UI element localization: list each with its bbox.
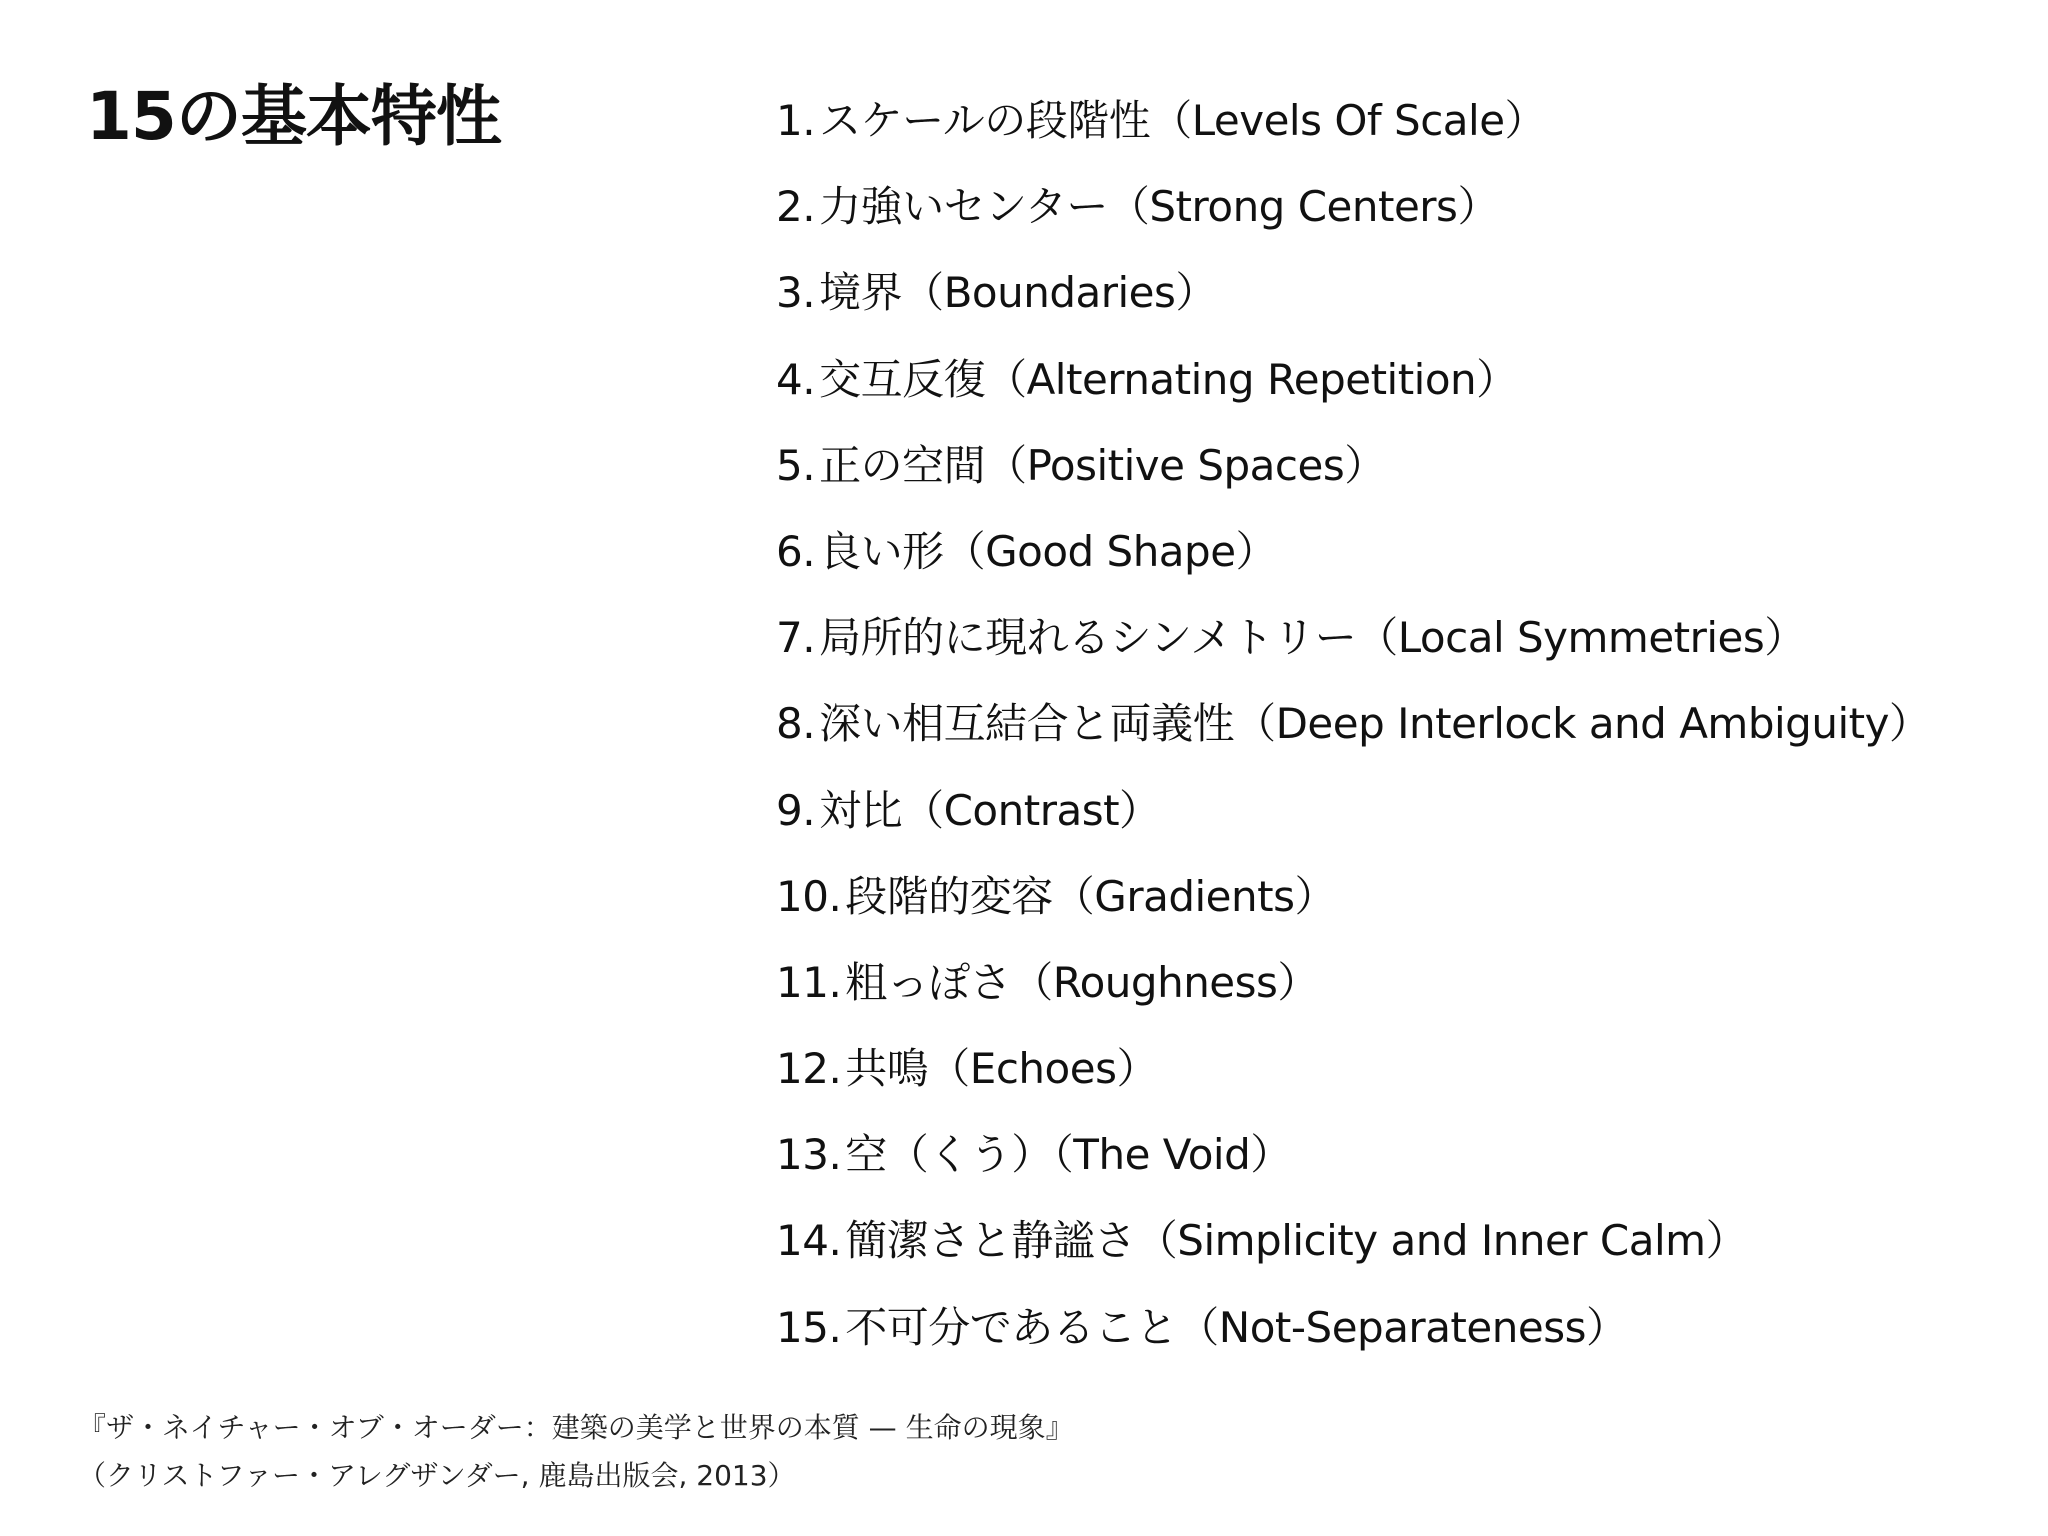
principle-item-9 [776, 768, 1930, 854]
principle-number: 9. [776, 785, 816, 835]
principle-number: 11. [776, 957, 842, 1007]
principle-item-12 [776, 1026, 1930, 1112]
principle-number: 5. [776, 440, 816, 490]
principle-number: 12. [776, 1044, 842, 1094]
principle-text: 簡潔さと静謐さ（Simplicity and Inner Calm） [845, 1216, 1748, 1266]
principle-text: 粗っぽさ（Roughness） [845, 957, 1319, 1007]
principle-item-7 [776, 595, 1930, 681]
principle-text: 交互反復（Alternating Repetition） [819, 354, 1518, 404]
principle-item-10 [776, 854, 1930, 940]
slide-title: 15の基本特性 [86, 78, 501, 155]
principle-text: 正の空間（Positive Spaces） [819, 440, 1386, 490]
principle-number: 10. [776, 871, 842, 921]
principle-text: 共鳴（Echoes） [845, 1044, 1158, 1094]
principle-item-4 [776, 337, 1930, 423]
principle-item-3 [776, 250, 1930, 336]
principle-number: 6. [776, 526, 816, 576]
principle-item-11 [776, 940, 1930, 1026]
principle-number: 2. [776, 182, 816, 232]
principle-item-15 [776, 1285, 1930, 1371]
principle-text: 段階的変容（Gradients） [845, 871, 1336, 921]
principle-number: 3. [776, 268, 816, 318]
principle-item-1 [776, 78, 1930, 164]
principle-text: 対比（Contrast） [819, 785, 1161, 835]
principle-number: 15. [776, 1302, 842, 1352]
citation [78, 1404, 1074, 1500]
citation-author-publisher: （クリストファー・アレグザンダー, 鹿島出版会, 2013） [78, 1459, 796, 1492]
citation-book-title: 『ザ・ネイチャー・オブ・オーダー：建築の美学と世界の本質 — 生命の現象』 [78, 1411, 1074, 1444]
principle-text: 深い相互結合と両義性（Deep Interlock and Ambiguity） [819, 699, 1931, 749]
principle-number: 14. [776, 1216, 842, 1266]
principle-item-8 [776, 681, 1930, 767]
principle-number: 8. [776, 699, 816, 749]
principle-text: 良い形（Good Shape） [819, 526, 1278, 576]
principle-number: 4. [776, 354, 816, 404]
principle-item-5 [776, 423, 1930, 509]
principle-text: 境界（Boundaries） [819, 268, 1217, 318]
principle-item-2 [776, 164, 1930, 250]
principle-text: 力強いセンター（Strong Centers） [819, 182, 1499, 232]
principle-number: 13. [776, 1130, 842, 1180]
principle-text: スケールの段階性（Levels Of Scale） [819, 96, 1547, 145]
principle-item-14 [776, 1198, 1930, 1284]
principle-text: 局所的に現れるシンメトリー（Local Symmetries） [819, 613, 1806, 663]
principle-item-13 [776, 1112, 1930, 1198]
principle-number: 1. [776, 96, 816, 145]
principle-text: 不可分であること（Not-Separateness） [845, 1302, 1628, 1352]
principles-list [776, 78, 1930, 1371]
principle-item-6 [776, 509, 1930, 595]
principle-text: 空（くう）（The Void） [845, 1130, 1292, 1180]
principle-number: 7. [776, 613, 816, 663]
